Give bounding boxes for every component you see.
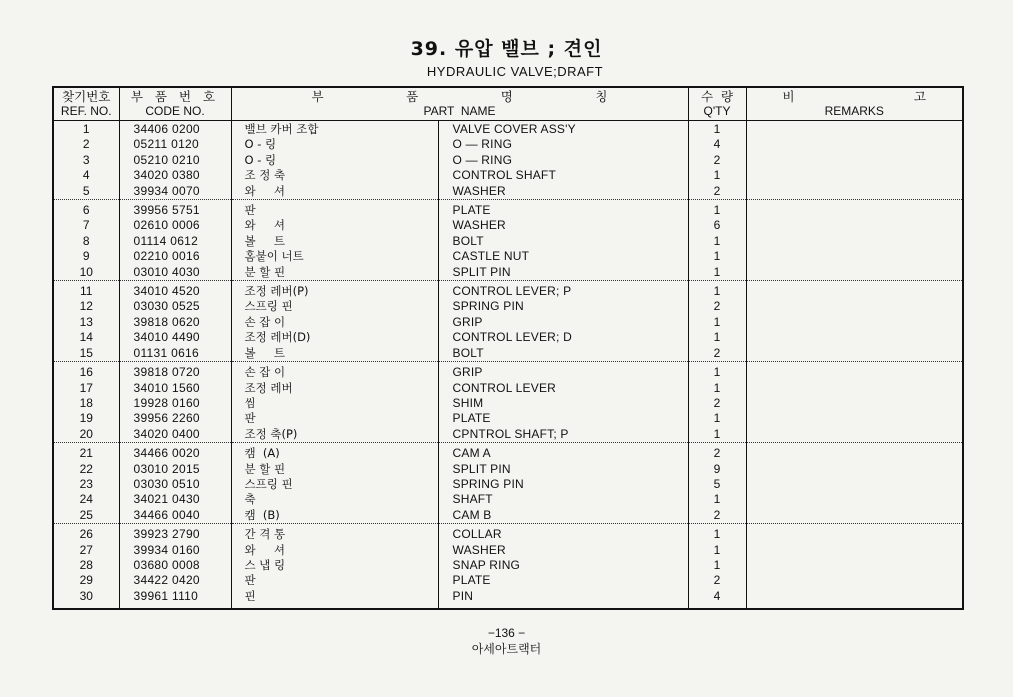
part-remarks: [746, 346, 963, 362]
header-qty-en: Q'TY: [703, 104, 731, 118]
part-code-no: 34020 0400: [119, 427, 231, 443]
part-name-ko: 조정 레버(D): [231, 330, 438, 345]
part-remarks: [746, 137, 963, 152]
table-row: [53, 315, 963, 330]
header-name-ko-3: 명: [500, 89, 513, 104]
part-remarks: [746, 589, 963, 609]
part-name-ko: 판: [231, 200, 438, 219]
table-row: [53, 508, 963, 524]
part-ref-no: 24: [53, 492, 119, 507]
part-qty: 2: [688, 346, 746, 362]
part-name-ko: 판: [231, 573, 438, 588]
part-ref-no: 21: [53, 443, 119, 462]
part-remarks: [746, 153, 963, 168]
part-ref-no: 14: [53, 330, 119, 345]
part-ref-no: 17: [53, 381, 119, 396]
part-ref-no: 22: [53, 462, 119, 477]
part-ref-no: 16: [53, 362, 119, 381]
header-ref: [53, 87, 119, 121]
part-code-no: 34406 0200: [119, 121, 231, 138]
part-code-no: 19928 0160: [119, 396, 231, 411]
part-name-ko: O - 링: [231, 153, 438, 168]
part-qty: 2: [688, 184, 746, 200]
part-code-no: 03010 2015: [119, 462, 231, 477]
part-remarks: [746, 524, 963, 543]
part-ref-no: 25: [53, 508, 119, 524]
part-qty: 1: [688, 200, 746, 219]
table-row: [53, 492, 963, 507]
table-row: [53, 218, 963, 233]
part-qty: 1: [688, 381, 746, 396]
header-code-en: CODE NO.: [145, 104, 205, 118]
part-name-en: WASHER: [438, 218, 688, 233]
part-name-en: WASHER: [438, 543, 688, 558]
part-name-ko: 분 할 핀: [231, 265, 438, 281]
part-remarks: [746, 234, 963, 249]
part-name-ko: 씸: [231, 396, 438, 411]
part-name-en: PLATE: [438, 411, 688, 426]
table-row: [53, 200, 963, 219]
part-code-no: 39818 0620: [119, 315, 231, 330]
header-name-ko-4: 칭: [595, 89, 608, 104]
part-code-no: 34466 0020: [119, 443, 231, 462]
part-ref-no: 10: [53, 265, 119, 281]
part-name-en: CPNTROL SHAFT; P: [438, 427, 688, 443]
part-name-en: BOLT: [438, 234, 688, 249]
part-remarks: [746, 573, 963, 588]
table-row: [53, 411, 963, 426]
part-ref-no: 23: [53, 477, 119, 492]
part-qty: 2: [688, 508, 746, 524]
part-code-no: 02210 0016: [119, 249, 231, 264]
part-name-en: WASHER: [438, 184, 688, 200]
part-name-ko: 분 할 핀: [231, 462, 438, 477]
part-remarks: [746, 200, 963, 219]
part-qty: 1: [688, 281, 746, 300]
part-remarks: [746, 299, 963, 314]
table-row: [53, 299, 963, 314]
parts-table-body: [53, 121, 963, 610]
table-row: [53, 362, 963, 381]
part-ref-no: 3: [53, 153, 119, 168]
part-name-ko: 볼 트: [231, 234, 438, 249]
table-row: [53, 573, 963, 588]
part-ref-no: 26: [53, 524, 119, 543]
part-qty: 5: [688, 477, 746, 492]
part-name-en: CONTROL SHAFT: [438, 168, 688, 183]
part-qty: 1: [688, 121, 746, 138]
part-code-no: 01131 0616: [119, 346, 231, 362]
part-name-ko: 와 셔: [231, 543, 438, 558]
table-row: [53, 543, 963, 558]
part-name-ko: 손 잡 이: [231, 362, 438, 381]
part-qty: 4: [688, 589, 746, 609]
part-qty: 1: [688, 265, 746, 281]
part-ref-no: 28: [53, 558, 119, 573]
part-name-ko: 스프링 핀: [231, 477, 438, 492]
page-number: −136 −: [487, 626, 526, 640]
part-name-ko: 와 셔: [231, 218, 438, 233]
table-row: [53, 137, 963, 152]
part-name-ko: 와 셔: [231, 184, 438, 200]
part-ref-no: 19: [53, 411, 119, 426]
part-name-en: CASTLE NUT: [438, 249, 688, 264]
part-qty: 1: [688, 427, 746, 443]
table-row: [53, 281, 963, 300]
table-row: [53, 589, 963, 609]
part-name-en: SPLIT PIN: [438, 462, 688, 477]
part-code-no: 39934 0070: [119, 184, 231, 200]
part-remarks: [746, 492, 963, 507]
part-name-ko: 캠 (B): [231, 508, 438, 524]
part-qty: 1: [688, 330, 746, 345]
table-row: [53, 121, 963, 138]
part-name-en: BOLT: [438, 346, 688, 362]
part-remarks: [746, 558, 963, 573]
part-code-no: 03030 0525: [119, 299, 231, 314]
part-name-en: GRIP: [438, 315, 688, 330]
table-row: [53, 524, 963, 543]
part-code-no: 34021 0430: [119, 492, 231, 507]
part-name-ko: 간 격 통: [231, 524, 438, 543]
part-remarks: [746, 168, 963, 183]
part-ref-no: 7: [53, 218, 119, 233]
page-title: 39. 유압 밸브 ; 견인: [410, 38, 603, 60]
table-row: [53, 330, 963, 345]
part-name-en: VALVE COVER ASS'Y: [438, 121, 688, 138]
part-name-en: CONTROL LEVER; D: [438, 330, 688, 345]
part-ref-no: 15: [53, 346, 119, 362]
part-code-no: 34010 1560: [119, 381, 231, 396]
table-row: [53, 153, 963, 168]
table-row: [53, 265, 963, 281]
table-row: [53, 168, 963, 183]
part-ref-no: 30: [53, 589, 119, 609]
part-remarks: [746, 443, 963, 462]
part-qty: 1: [688, 543, 746, 558]
part-name-ko: 캠 (A): [231, 443, 438, 462]
part-name-ko: 밸브 카버 조합: [231, 121, 438, 138]
part-name-ko: 스프링 핀: [231, 299, 438, 314]
part-remarks: [746, 281, 963, 300]
table-row: [53, 477, 963, 492]
part-code-no: 03680 0008: [119, 558, 231, 573]
part-remarks: [746, 249, 963, 264]
part-ref-no: 1: [53, 121, 119, 138]
header-name-ko-1: 부: [311, 89, 324, 104]
part-name-en: CAM A: [438, 443, 688, 462]
part-name-ko: 홈붙이 너트: [231, 249, 438, 264]
table-row: [53, 184, 963, 200]
part-qty: 1: [688, 249, 746, 264]
part-qty: 6: [688, 218, 746, 233]
part-name-en: CONTROL LEVER; P: [438, 281, 688, 300]
part-code-no: 05211 0120: [119, 137, 231, 152]
part-code-no: 01114 0612: [119, 234, 231, 249]
part-remarks: [746, 543, 963, 558]
part-qty: 2: [688, 573, 746, 588]
part-name-ko: 조 정 축: [231, 168, 438, 183]
table-row: [53, 346, 963, 362]
part-code-no: 39923 2790: [119, 524, 231, 543]
part-name-en: O — RING: [438, 153, 688, 168]
part-qty: 1: [688, 411, 746, 426]
part-name-ko: 조정 레버: [231, 381, 438, 396]
part-name-en: SPRING PIN: [438, 477, 688, 492]
part-ref-no: 18: [53, 396, 119, 411]
header-code-ko: 부 품 번 호: [130, 89, 220, 104]
part-code-no: 39956 2260: [119, 411, 231, 426]
header-name-en: PART NAME: [423, 104, 496, 118]
part-code-no: 34422 0420: [119, 573, 231, 588]
part-name-en: PLATE: [438, 573, 688, 588]
part-code-no: 39934 0160: [119, 543, 231, 558]
part-ref-no: 2: [53, 137, 119, 152]
table-row: [53, 396, 963, 411]
part-name-en: CONTROL LEVER: [438, 381, 688, 396]
part-code-no: 02610 0006: [119, 218, 231, 233]
part-remarks: [746, 508, 963, 524]
publisher-name: 아세아트랙터: [471, 642, 542, 656]
part-qty: 1: [688, 315, 746, 330]
part-name-en: PLATE: [438, 200, 688, 219]
part-remarks: [746, 362, 963, 381]
header-name-ko-2: 품: [406, 89, 419, 104]
part-code-no: 39956 5751: [119, 200, 231, 219]
part-code-no: 34020 0380: [119, 168, 231, 183]
part-ref-no: 5: [53, 184, 119, 200]
part-qty: 2: [688, 153, 746, 168]
header-ref-en: REF. NO.: [60, 104, 112, 118]
part-remarks: [746, 396, 963, 411]
part-remarks: [746, 184, 963, 200]
part-ref-no: 8: [53, 234, 119, 249]
part-qty: 9: [688, 462, 746, 477]
part-name-ko: 볼 트: [231, 346, 438, 362]
part-qty: 1: [688, 234, 746, 249]
part-ref-no: 20: [53, 427, 119, 443]
part-qty: 2: [688, 396, 746, 411]
part-remarks: [746, 121, 963, 138]
table-row: [53, 462, 963, 477]
part-name-en: SHAFT: [438, 492, 688, 507]
part-qty: 1: [688, 168, 746, 183]
header-remarks-ko-2: 고: [913, 89, 926, 104]
header-remarks-ko-1: 비: [782, 89, 795, 104]
part-ref-no: 12: [53, 299, 119, 314]
part-code-no: 34466 0040: [119, 508, 231, 524]
part-remarks: [746, 218, 963, 233]
part-remarks: [746, 427, 963, 443]
part-remarks: [746, 462, 963, 477]
table-row: [53, 249, 963, 264]
table-row: [53, 427, 963, 443]
part-name-en: SPLIT PIN: [438, 265, 688, 281]
part-code-no: 34010 4520: [119, 281, 231, 300]
part-remarks: [746, 477, 963, 492]
part-code-no: 05210 0210: [119, 153, 231, 168]
part-code-no: 03010 4030: [119, 265, 231, 281]
part-qty: 1: [688, 492, 746, 507]
header-code: [119, 87, 231, 121]
header-name: [231, 87, 688, 121]
part-qty: 1: [688, 524, 746, 543]
part-ref-no: 4: [53, 168, 119, 183]
part-ref-no: 9: [53, 249, 119, 264]
part-qty: 1: [688, 362, 746, 381]
part-remarks: [746, 411, 963, 426]
part-name-en: GRIP: [438, 362, 688, 381]
part-name-en: SHIM: [438, 396, 688, 411]
header-remarks: [746, 87, 963, 121]
part-name-ko: 판: [231, 411, 438, 426]
part-name-ko: 조정 축(P): [231, 427, 438, 443]
table-row: [53, 443, 963, 462]
header-qty: [688, 87, 746, 121]
part-qty: 2: [688, 443, 746, 462]
part-name-en: SNAP RING: [438, 558, 688, 573]
part-ref-no: 11: [53, 281, 119, 300]
part-name-ko: 조정 레버(P): [231, 281, 438, 300]
table-row: [53, 234, 963, 249]
part-code-no: 39818 0720: [119, 362, 231, 381]
part-remarks: [746, 330, 963, 345]
part-name-ko: 스 냅 링: [231, 558, 438, 573]
header-qty-ko: 수 량: [700, 89, 734, 104]
page-subtitle: HYDRAULIC VALVE;DRAFT: [426, 64, 604, 79]
part-qty: 2: [688, 299, 746, 314]
part-qty: 4: [688, 137, 746, 152]
table-header-row: [53, 87, 963, 121]
table-row: [53, 381, 963, 396]
parts-table: [52, 86, 964, 610]
part-name-en: PIN: [438, 589, 688, 609]
part-name-ko: 핀: [231, 589, 438, 609]
header-ref-ko: 찾기번호: [62, 89, 111, 104]
part-name-ko: O - 링: [231, 137, 438, 152]
part-remarks: [746, 265, 963, 281]
part-qty: 1: [688, 558, 746, 573]
part-remarks: [746, 381, 963, 396]
part-ref-no: 29: [53, 573, 119, 588]
part-ref-no: 27: [53, 543, 119, 558]
part-ref-no: 6: [53, 200, 119, 219]
header-remarks-en: REMARKS: [824, 104, 884, 118]
part-remarks: [746, 315, 963, 330]
part-name-en: COLLAR: [438, 524, 688, 543]
part-name-en: CAM B: [438, 508, 688, 524]
part-code-no: 34010 4490: [119, 330, 231, 345]
part-code-no: 03030 0510: [119, 477, 231, 492]
part-code-no: 39961 1110: [119, 589, 231, 609]
part-name-ko: 손 잡 이: [231, 315, 438, 330]
part-name-en: O — RING: [438, 137, 688, 152]
part-name-en: SPRING PIN: [438, 299, 688, 314]
part-name-ko: 축: [231, 492, 438, 507]
part-ref-no: 13: [53, 315, 119, 330]
table-row: [53, 558, 963, 573]
